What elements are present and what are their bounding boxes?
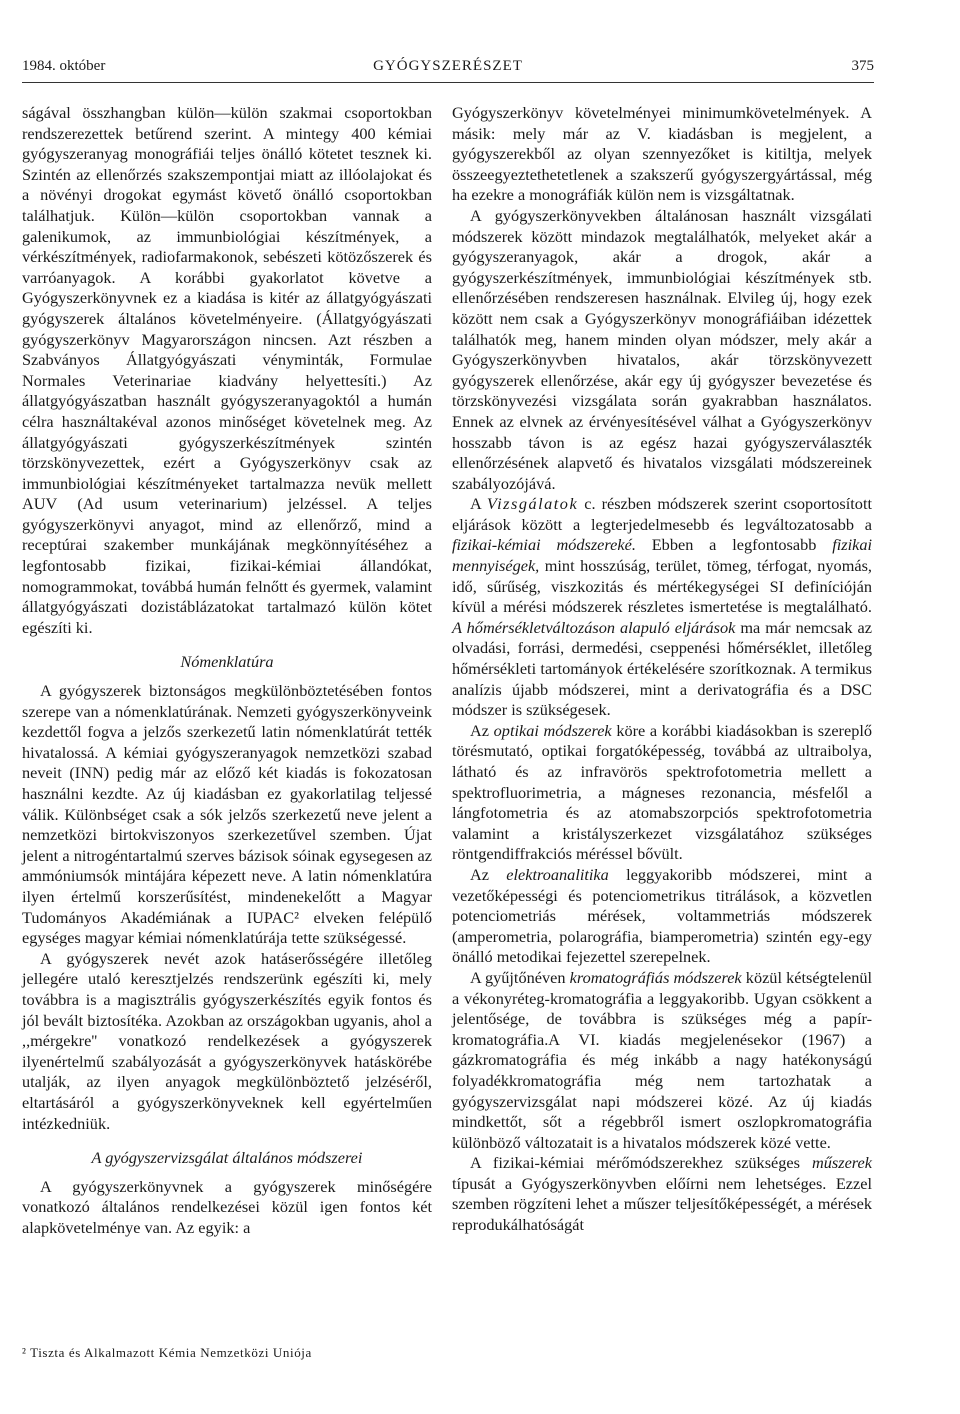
text-run: Ebben a legfontosabb — [635, 535, 833, 555]
text-run: A — [470, 494, 487, 514]
emphasis: elektroanalitika — [506, 864, 609, 884]
emphasis: fizikai mennyiségek, — [452, 535, 873, 576]
text-run: ma már nemcsak az olvadási, forrási, dermedési, cseppenési hőmérséklet, illetőleg hőmérsékleti tartományok értékelésére szorítkoznak. A termikus analízis újabb módszerei, mint a derivatográfia és a DSC módszer is szükségesek. — [452, 617, 872, 720]
issue-date: 1984. október — [22, 58, 106, 74]
emphasis: A hőmérsékletváltozáson alapuló eljárások — [452, 617, 736, 637]
paragraph: A gyógyszerek nevét azok hatáserősségére illetőleg jellegére utaló keresztjelzés rendszerünk egészíti ki, mely továbbra is a magisztrális gyógyszerkészítés egyik fontos és jól bevált biztosítéka. Azokban az országokban ugyanis, ahol a ,,mérgekre'' vonatkozó rendelkezések a gyógyszerek ilyenértelmű szabályozását a gyógyszerkönyvek hatáskörébe utalják, az ilyen anyagok megkülönböztető jelzéséről, eltartásáról a gyógyszerkönyveknek kell egyértelműen intézkedniük. — [22, 948, 432, 1133]
text-run: mint hosszúság, terület, tömeg, térfogat, nyomás, idő, sűrűség, viszkozitás és mértékegységei SI definícióján kívül a mérési módszerek részletes ismertetése is megtalálható. — [452, 556, 872, 617]
journal-title: GYÓGYSZERÉSZET — [373, 58, 523, 74]
right-column — [452, 103, 872, 1236]
paragraph — [452, 494, 872, 721]
paragraph — [452, 865, 872, 968]
emphasis: fizikai-kémiai módszereké. — [452, 535, 636, 555]
text-run: leggyakoribb módszerei, mint a vezetőképességi és potenciometrikus titrálások, a közvetlen potenciometriás mérések, voltammetriás módszerek (amperometria, polarográfia, biamperometria) szintén egy-egy önálló metodikai fejezettel szerepelnek. — [452, 864, 872, 967]
emphasis: műszerek — [812, 1153, 872, 1173]
paragraph: ságával összhangban külön—külön szakmai csoportokban rendszerezettek betűrend szerint. A mintegy 400 kémiai gyógyszeranyag monográfiái teljes önálló kötetet tesznek ki. Szintén az ellenőrzés szakszempontjai miatt az illóolajokat és a növényi drogokat egymást követő önálló csoportokban találhatjuk. Külön—külön csoportokban vannak a galenikumok, az immunbiológiai készítmények, a vérkészítmények, radiofarmakonok, sebészeti kötözőszerek és varróanyagok. A korábbi gyakorlatot követve a Gyógyszerkönyvnek ez a kiadása is kitér az állatgyógyászati gyógyszerek általános követelményeire. (Állatgyógyászati gyógyszerkönyv Magyarországon nincsen. Azt részben a Szabványos Állatgyógyászati vényminták, Formulae Normales Veterinariae kiadvány helyettesíti.) Az állatgyógyászatban használt gyógyszeranyagoktól a humán célra használtakéval azonos minőséget követelnek meg. Az állatgyógyászati gyógyszerkészítmények szintén törzskönyvezettek, ezért a Gyógyszerkönyv csak az immunbiológiai készítményeket tartalmazza nevük mellett AUV (Ad usum veterinarium) jelzéssel. A teljes gyógyszerkönyvi anyagot, mind az ellenőrző, mind a receptúrai szakember munkájának megkönnyítéséhez a legfontosabb fizikai, fizikai-kémiai állandókat, nomogrammokat, továbbá humán felnőtt és gyermek, valamint állatgyógyászati dozistáblázatokat tartalmazó külön kötet egészíti ki. — [22, 103, 432, 637]
paragraph: A gyógyszerek biztonságos megkülönböztetésében fontos szerepe van a nómenklatúrának. Nemzeti gyógyszerkönyveink kezdettől fogva a jelzős szerkezetű latin nómenklatúrát tették hivatalossá. A kémiai gyógyszeranyagok nemzetközi szabad neveit (INN) pedig már az előző két kiadás is fokozatosan használni kezdte. Az új kiadásban ez gyakorlatilag teljessé válik. Különbséget csak a sók jelzős szerkezetű neve jelent a nemzetközi birtokviszonyos szerkezetűvel szemben. Újat jelent a nitrogéntartalmú szerves bázisok sóinak egysegesen az ammóniumsók mintájára képezett neve. A latin nómenklatúra ilyen értelmű korszerűsítést, mindenekelőtt a Magyar Tudományos Akadémiának a IUPAC² elveken felépülő egységes magyar kémiai nómenklatúrája tette szükségessé. — [22, 681, 432, 948]
text-run: Az — [470, 720, 494, 740]
text-run: c. részben módszerek szerint csoportosított eljárások között a legterjedelmesebb és legváltozatosabb a — [452, 494, 872, 534]
paragraph: A gyógyszerkönyvnek a gyógyszerek minőségére vonatkozó általános rendelkezései közül igen fontos két alapkövetelménye van. Az egyik: a — [22, 1176, 432, 1237]
text-run: A gyűjtőnéven — [470, 967, 570, 987]
text-run: Az — [470, 864, 507, 884]
emphasis: optikai módszerek — [493, 720, 612, 740]
emphasis: Vizsgálatok — [486, 494, 579, 514]
section-heading-methods: A gyógyszervizsgálat általános módszerei — [91, 1148, 363, 1168]
running-header — [22, 58, 874, 83]
paragraph — [452, 721, 872, 865]
text-run: A fizikai-kémiai mérőmódszerekhez szükséges — [470, 1153, 813, 1173]
page-number: 375 — [851, 58, 874, 74]
paragraph: Gyógyszerkönyv követelményei minimumkövetelmények. A másik: mely már az V. kiadásban is megjelent, a gyógyszerekből az olyan szennyezőket is kitiltja, melyek összeegyeztethetetlenek a szakszerű gyógyszergyártással, még ha ezekre a monográfiák külön nem is vizsgáltatnak. — [452, 103, 872, 205]
emphasis: kromatográfiás módszerek — [569, 967, 742, 987]
text-run: köre a korábbi kiadásokban is szereplő törésmutató, optikai forgatóképesség, továbbá az ultraibolya, látható és az infravörös spektrofotometria mellett a spektrofluorimetria, a mágneses rezonancia, mésfelől a lángfotometria és az atomabszorpciós spektrofotometria valamint a kristályszerkezet vizsgálatához szükséges röntgendiffrakciós méréssel bővült. — [452, 720, 873, 864]
text-run: típusát a Gyógyszerkönyvben előírni nem lehetséges. Ezzel szemben rögzíteni lehet a műszer teljesítőképességét, a mérések reprodukálhatóságát — [452, 1173, 872, 1235]
paragraph — [452, 1153, 872, 1235]
left-column — [22, 103, 432, 1238]
section-heading-nomenclature: Nómenklatúra — [180, 652, 274, 672]
footnote: ² Tiszta és Alkalmazott Kémia Nemzetközi Uniója — [22, 1345, 312, 1360]
paragraph — [452, 968, 872, 1153]
text-run: közül kétségtelenül a vékonyréteg-kromatográfia a leggyakoribb. Ugyan csökkent a jelentősége, de továbbra is szükséges még a papír-kromatográfia.A VI. kiadás megjelenésekor (1967) a gázkromatográfia és még inkább a nagy hatékonyságú folyadékkromatográfia még nem tartozhatak a gyógyszervizsgálat napi módszerei közé. Az új kiadás mindkettőt, sőt a régebbről ismert oszlopkromatográfia különböző változatait is a hivatalos módszerek közé vette. — [452, 967, 873, 1152]
paragraph: A gyógyszerkönyvekben általánosan használt vizsgálati módszerek között mindazok megtalálhatók, melyeket akár a gyógyszeranyagok, akár a drogok, akár a gyógyszerkészítmények, immunbiológiai készítmények stb. ellenőrzésében rendszeresen használnak. Elvileg új, hogy ezek között nem csak a Gyógyszerkönyv monográfiáiban idézettek találhatók meg, hanem minden olyan módszer, mely akár a Gyógyszerkönyvben hivatalos, akár törzskönyvezett gyógyszerek ellenőrzése, akár egy új gyógyszer bevezetése és törzskönyvezési vizsgálata során gyakrabban használatos. Ennek az elvnek az érvényesítésével válhat a Gyógyszerkönyv hosszabb távon is az egész hazai gyógyszerválaszték ellenőrzésének alapvető és hivatalos vizsgálati módszereinek szabályozójává. — [452, 205, 872, 493]
